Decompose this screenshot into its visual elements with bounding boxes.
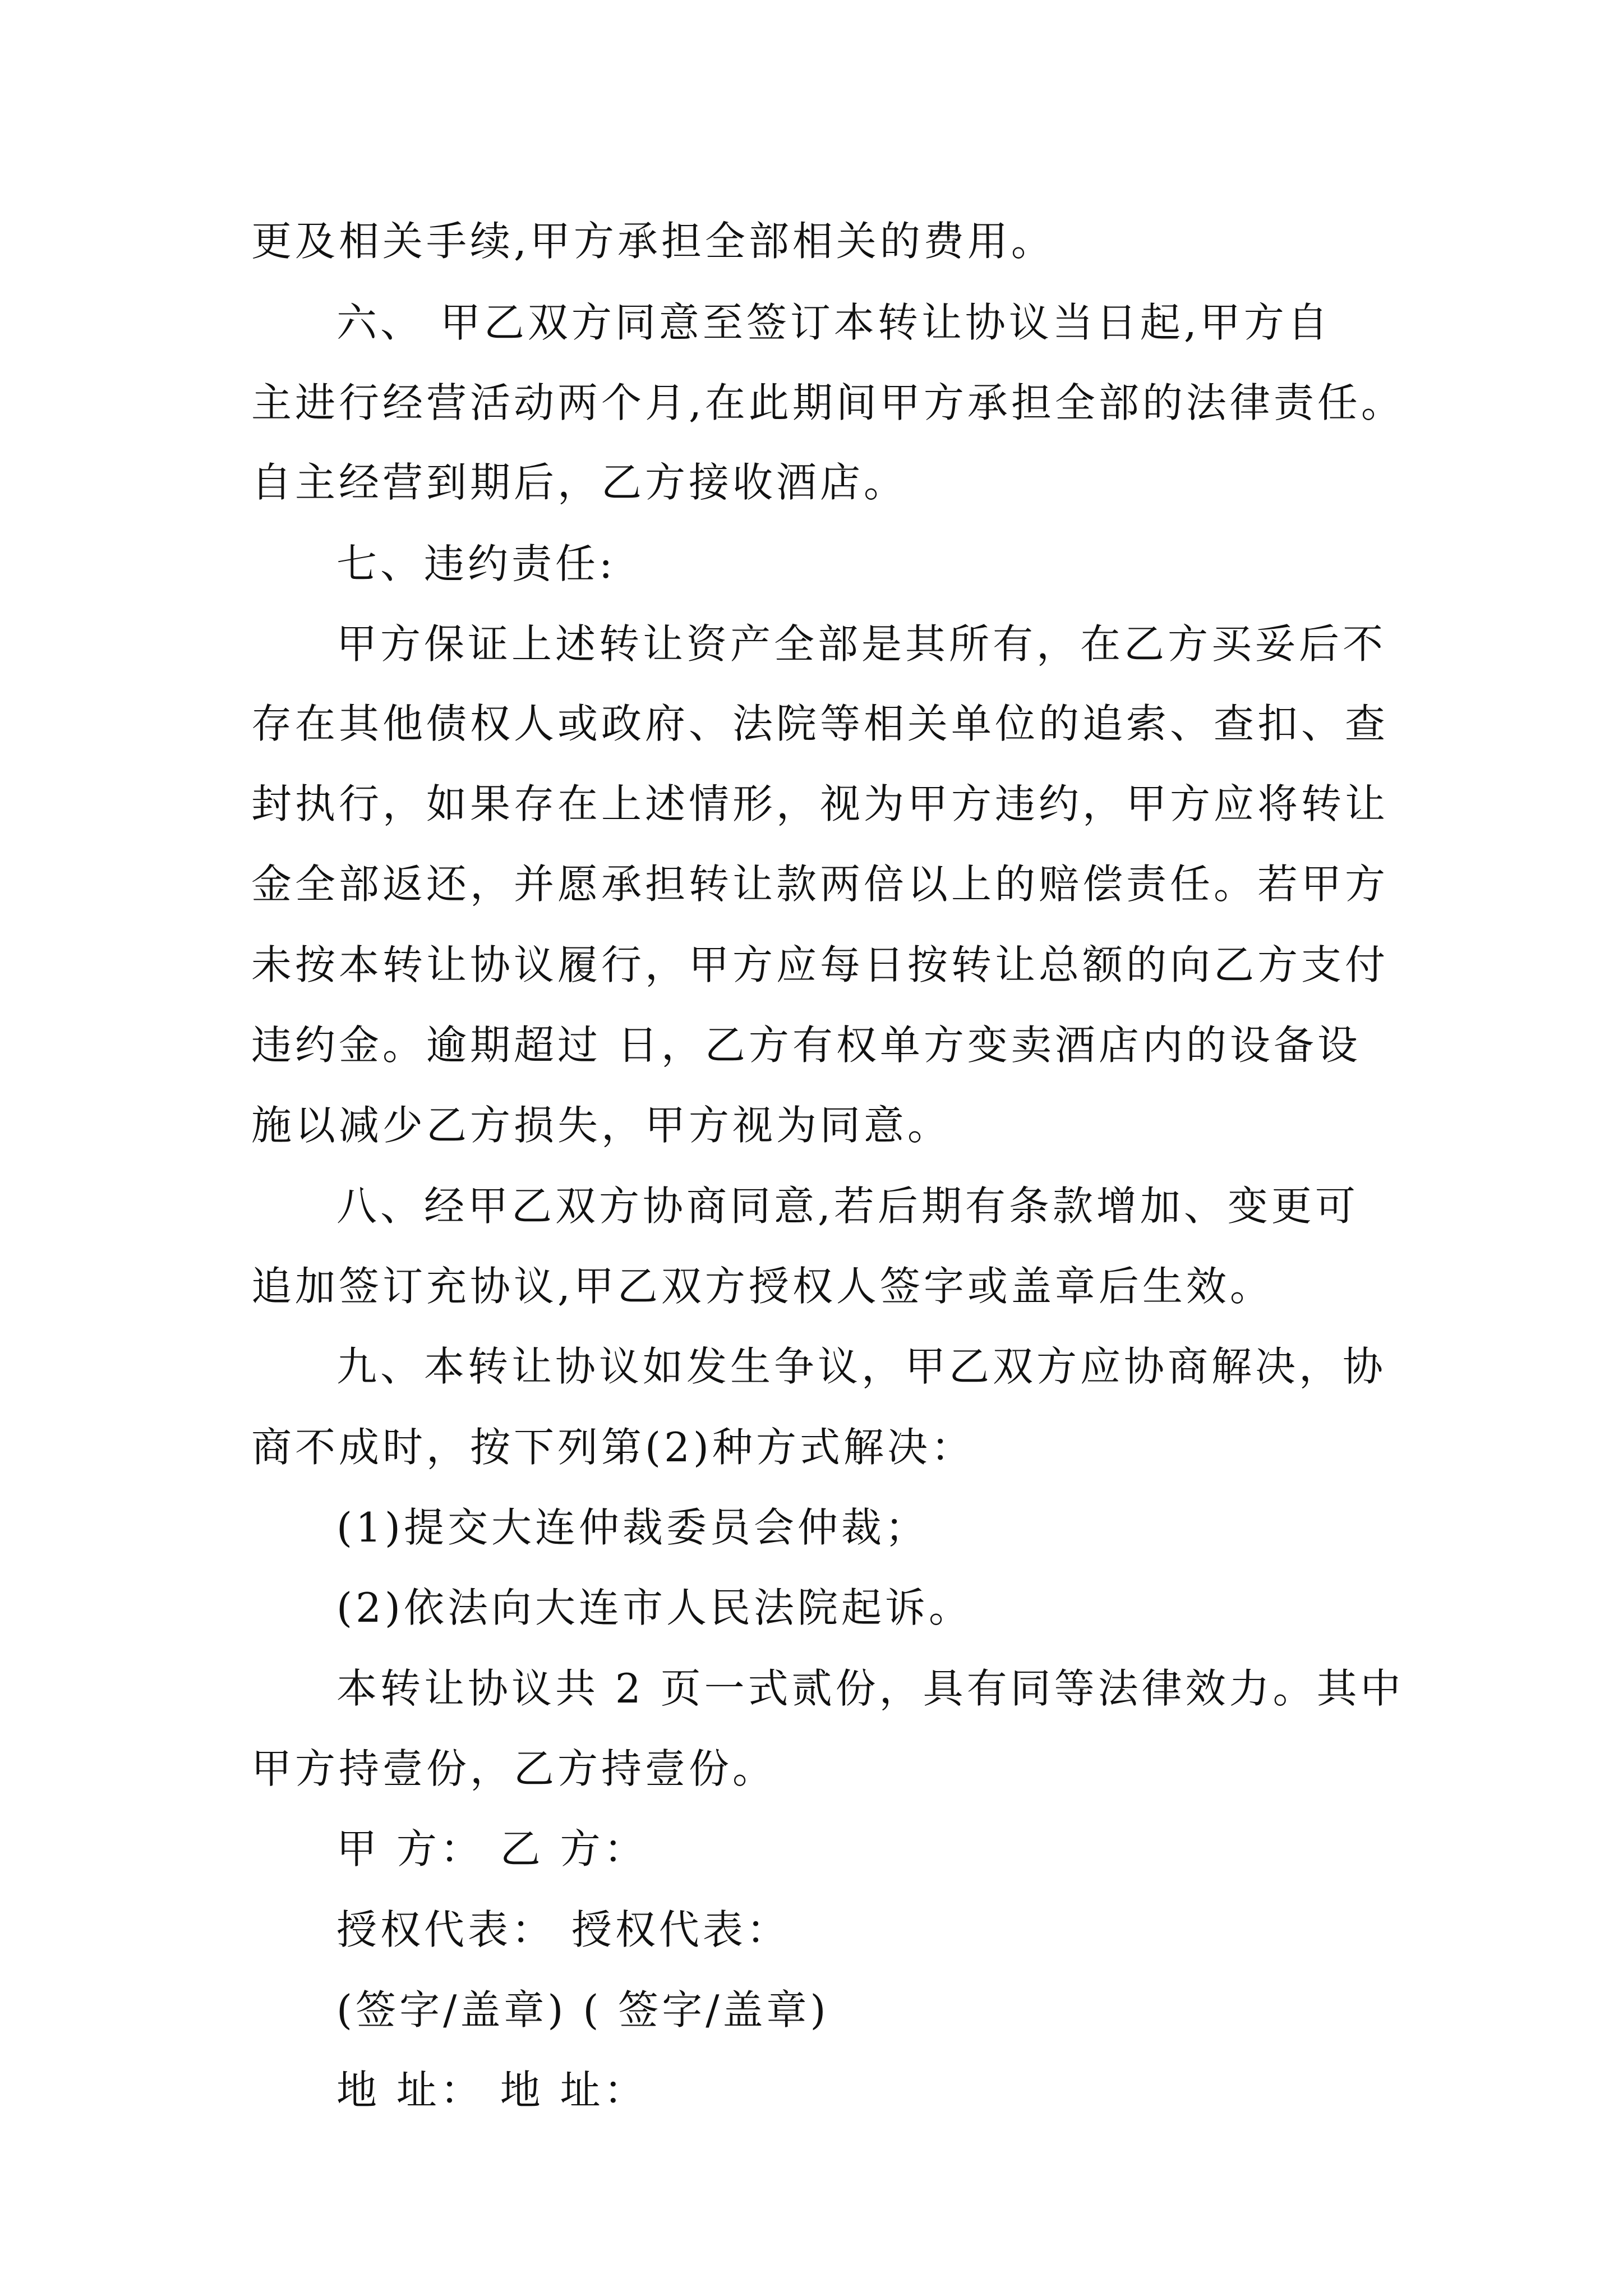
text-line-9: 金全部返还，并愿承担转让款两倍以上的赔偿责任。若甲方	[251, 861, 1389, 908]
text-line-clause-6: 六、 甲乙双方同意至签订本转让协议当日起,甲方自	[336, 299, 1331, 346]
text-line-10: 未按本转让协议履行，甲方应每日按转让总额的向乙方支付	[251, 941, 1389, 988]
text-line-6: 甲方保证上述转让资产全部是其所有，在乙方买妥后不	[336, 620, 1387, 668]
text-line-11: 违约金。逾期超过 日，乙方有权单方变卖酒店内的设备设	[251, 1022, 1361, 1069]
text-line-copies: 本转让协议共 2 页一式贰份，具有同等法律效力。其中	[336, 1665, 1404, 1712]
text-line-12: 施以减少乙方损失，甲方视为同意。	[251, 1102, 952, 1149]
text-line-20: 甲方持壹份，乙方持壹份。	[251, 1745, 777, 1792]
signature-representative-labels: 授权代表： 授权代表：	[336, 1906, 790, 1953]
text-line-option-1: (1)提交大连仲裁委员会仲裁；	[336, 1504, 929, 1551]
text-line-clause-8: 八、经甲乙双方协商同意,若后期有条款增加、变更可	[336, 1182, 1359, 1230]
signature-seal-labels: (签字/盖章) ( 签字/盖章)	[336, 1986, 829, 2033]
signature-party-labels: 甲 方： 乙 方：	[336, 1825, 648, 1872]
text-line-1: 更及相关手续,甲方承担全部相关的费用。	[251, 218, 1055, 265]
signature-address-labels: 地 址： 地 址：	[336, 2067, 648, 2114]
section-heading-breach: 七、违约责任:	[336, 540, 616, 587]
text-line-3: 主进行经营活动两个月,在此期间甲方承担全部的法律责任。	[251, 379, 1405, 426]
text-line-clause-9: 九、本转让协议如发生争议，甲乙双方应协商解决，协	[336, 1343, 1387, 1390]
text-line-14: 追加签订充协议,甲乙双方授权人签字或盖章后生效。	[251, 1263, 1274, 1310]
text-line-option-2: (2)依法向大连市人民法院起诉。	[336, 1584, 972, 1631]
text-line-4: 自主经营到期后，乙方接收酒店。	[251, 459, 908, 506]
text-line-7: 存在其他债权人或政府、法院等相关单位的追索、查扣、查	[251, 700, 1389, 747]
text-line-8: 封执行，如果存在上述情形，视为甲方违约，甲方应将转让	[251, 780, 1389, 827]
text-line-16: 商不成时，按下列第(2)种方式解决：	[251, 1424, 975, 1471]
